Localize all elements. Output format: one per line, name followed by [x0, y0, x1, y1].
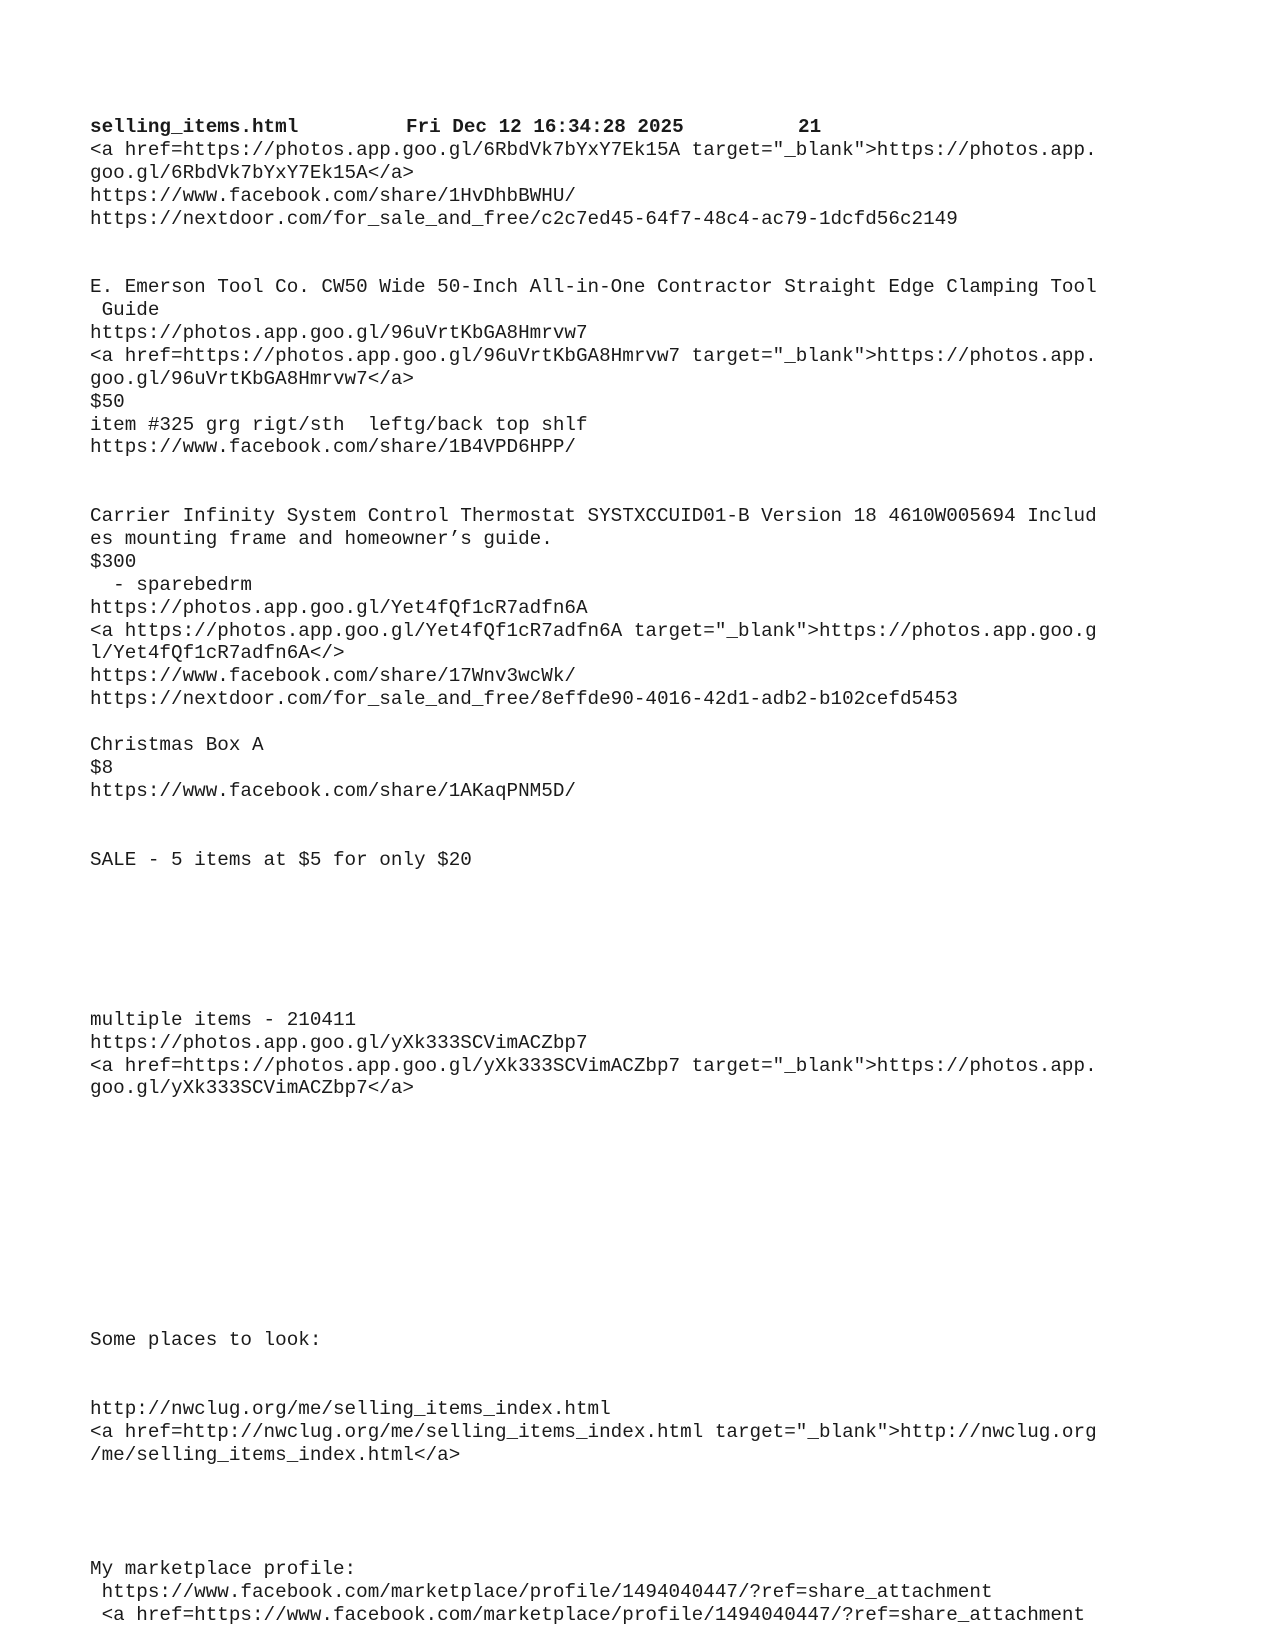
document-body: [90, 139, 1230, 1627]
blank-line: [90, 894, 1230, 917]
text-line: <a https://photos.app.goo.gl/Yet4fQf1cR7adfn6A target="_blank">https://photos.app.goo.g: [90, 619, 1097, 642]
text-line: https://www.facebook.com/share/17Wnv3wcWk/: [90, 665, 576, 688]
text-line: Some places to look:: [90, 1329, 322, 1352]
text-line: <a href=http://nwclug.org/me/selling_items_index.html target="_blank">http://nwclug.org: [90, 1420, 1097, 1443]
text-line: <a href=https://photos.app.goo.gl/yXk333SCVimACZbp7 target="_blank">https://photos.app.: [90, 1054, 1097, 1077]
text-line: $8: [90, 756, 114, 779]
text-line: https://www.facebook.com/marketplace/profile/1494040447/?ref=share_attachment: [90, 1581, 993, 1603]
blank-line: [90, 1283, 1230, 1306]
blank-line: [90, 917, 1230, 940]
text-line: https://photos.app.goo.gl/Yet4fQf1cR7adfn6A: [90, 596, 588, 619]
text-line: https://nextdoor.com/for_sale_and_free/c2c7ed45-64f7-48c4-ac79-1dcfd56c2149: [90, 207, 958, 230]
text-line: goo.gl/yXk333SCVimACZbp7</a>: [90, 1077, 414, 1100]
blank-line: [90, 230, 1230, 253]
header-filename: selling_items.html: [90, 116, 299, 138]
blank-line: [90, 1467, 1230, 1490]
text-line: es mounting frame and homeowner’s guide.: [90, 528, 553, 551]
blank-line: [90, 1192, 1230, 1215]
blank-line: [90, 1535, 1230, 1558]
blank-line: [90, 1123, 1230, 1146]
blank-line: [90, 482, 1230, 505]
blank-line: [90, 940, 1230, 963]
blank-line: [90, 986, 1230, 1009]
text-line: l/Yet4fQf1cR7adfn6A</>: [90, 642, 345, 665]
blank-line: [90, 1352, 1230, 1375]
header-datetime: Fri Dec 12 16:34:28 2025: [406, 116, 684, 138]
text-line: multiple items - 210411: [90, 1008, 357, 1031]
text-line: https://photos.app.goo.gl/yXk333SCVimACZbp7: [90, 1031, 588, 1054]
header-page-number: 21: [798, 116, 822, 138]
text-line: Carrier Infinity System Control Thermostat SYSTXCCUID01-B Version 18 4610W005694 Includ: [90, 505, 1097, 528]
text-line: <a href=https://www.facebook.com/marketplace/profile/1494040447/?ref=share_attachment: [90, 1603, 1086, 1626]
blank-line: [90, 1489, 1230, 1512]
blank-line: [90, 1238, 1230, 1261]
blank-line: [90, 459, 1230, 482]
blank-line: [90, 1169, 1230, 1192]
text-line: Guide: [90, 299, 160, 322]
text-line: $50: [90, 390, 125, 413]
text-line: - sparebedrm: [90, 573, 252, 596]
text-line: https://www.facebook.com/share/1B4VPD6HPP/: [90, 436, 576, 459]
blank-line: [90, 1261, 1230, 1284]
text-line: My marketplace profile:: [90, 1558, 357, 1581]
text-line: https://www.facebook.com/share/1AKaqPNM5D/: [90, 779, 576, 802]
document-page: [90, 116, 1230, 1627]
text-line: goo.gl/96uVrtKbGA8Hmrvw7</a>: [90, 367, 414, 390]
blank-line: [90, 963, 1230, 986]
blank-line: [90, 711, 1230, 734]
blank-line: [90, 871, 1230, 894]
blank-line: [90, 1215, 1230, 1238]
blank-line: [90, 1146, 1230, 1169]
text-line: SALE - 5 items at $5 for only $20: [90, 848, 472, 871]
text-line: <a href=https://photos.app.goo.gl/6RbdVk7bYxY7Ek15A target="_blank">https://photos.app.: [90, 138, 1097, 161]
blank-line: [90, 1306, 1230, 1329]
blank-line: [90, 1100, 1230, 1123]
text-line: https://nextdoor.com/for_sale_and_free/8effde90-4016-42d1-adb2-b102cefd5453: [90, 688, 958, 711]
blank-line: [90, 826, 1230, 849]
text-line: http://nwclug.org/me/selling_items_index.html: [90, 1397, 611, 1420]
text-line: $300: [90, 550, 137, 573]
text-line: https://www.facebook.com/share/1HvDhbBWHU/: [90, 184, 576, 207]
text-line: /me/selling_items_index.html</a>: [90, 1443, 461, 1466]
print-header: [90, 116, 1230, 139]
blank-line: [90, 803, 1230, 826]
blank-line: [90, 253, 1230, 276]
text-line: goo.gl/6RbdVk7bYxY7Ek15A</a>: [90, 161, 414, 184]
text-line: Christmas Box A: [90, 734, 264, 757]
text-line: <a href=https://photos.app.goo.gl/96uVrtKbGA8Hmrvw7 target="_blank">https://photos.app.: [90, 344, 1097, 367]
text-line: item #325 grg rigt/sth leftg/back top shlf: [90, 413, 588, 436]
blank-line: [90, 1375, 1230, 1398]
blank-line: [90, 1512, 1230, 1535]
text-line: E. Emerson Tool Co. CW50 Wide 50-Inch All-in-One Contractor Straight Edge Clamping Tool: [90, 276, 1097, 299]
text-line: https://photos.app.goo.gl/96uVrtKbGA8Hmrvw7: [90, 322, 588, 345]
